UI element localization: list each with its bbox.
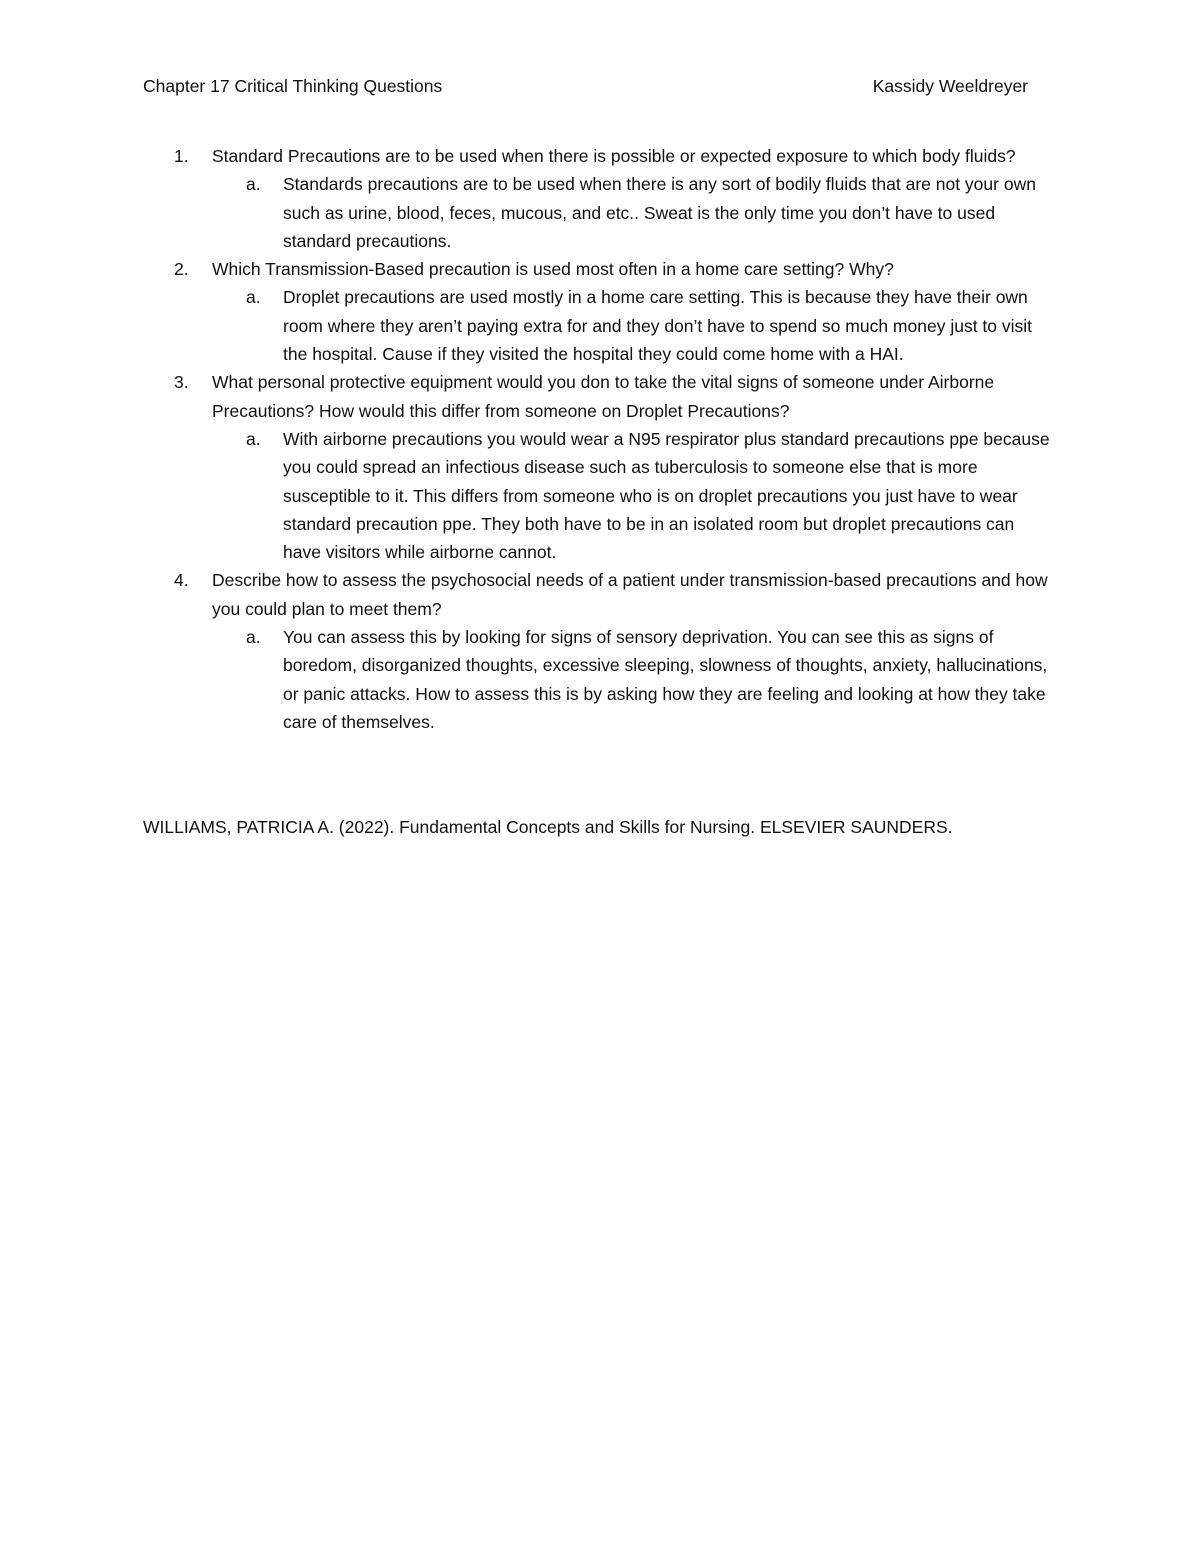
- question-number: 4.: [174, 570, 189, 591]
- answer-letter: a.: [246, 428, 261, 449]
- question-text: Which Transmission-Based precaution is used most often in a home care setting? Why?: [212, 259, 894, 280]
- answer-item: [212, 283, 1053, 368]
- question-number: 1.: [174, 146, 189, 166]
- question-text: Describe how to assess the psychosocial needs of a patient under transmission-based precautions and how you could plan to meet them?: [212, 570, 1048, 619]
- question-item: [143, 142, 1053, 255]
- question-number: 2.: [174, 259, 189, 280]
- question-item: [143, 566, 1053, 736]
- reference-citation: WILLIAMS, PATRICIA A. (2022). Fundamental Concepts and Skills for Nursing. ELSEVIER SAUNDERS.: [143, 817, 953, 837]
- question-number: 3.: [174, 372, 189, 393]
- answer-item: [212, 425, 1053, 566]
- answer-letter: a.: [246, 627, 261, 648]
- author-name: Kassidy Weeldreyer: [872, 76, 1028, 96]
- answer-item: [212, 170, 1053, 255]
- page-header: [143, 72, 1028, 100]
- answer-letter: a.: [246, 174, 261, 195]
- answer-letter: a.: [246, 287, 261, 308]
- question-text: Standard Precautions are to be used when there is possible or expected exposure to which body fluids?: [212, 146, 1016, 166]
- question-list: [143, 142, 1053, 736]
- question-item: [143, 368, 1053, 566]
- document-title: Chapter 17 Critical Thinking Questions: [143, 76, 443, 96]
- question-item: [143, 255, 1053, 368]
- answer-text: Standards precautions are to be used when there is any sort of bodily fluids that are not your own such as urine, blood, feces, mucous, and etc.. Sweat is the only time you don’t have to used standard precautions.: [283, 174, 1036, 251]
- answer-item: [212, 623, 1053, 736]
- answer-text: You can assess this by looking for signs of sensory deprivation. You can see this as signs of boredom, disorganized thoughts, excessive sleeping, slowness of thoughts, anxiety, hallucinations, or panic attacks. How to assess this is by asking how they are feeling and looking at how they take care of themselves.: [283, 627, 1048, 732]
- answer-text: Droplet precautions are used mostly in a home care setting. This is because they have their own room where they aren’t paying extra for and they don’t have to spend so much money just to visit the hospital. Cause if they visited the hospital they could come home with a HAI.: [283, 287, 1033, 365]
- answer-text: With airborne precautions you would wear a N95 respirator plus standard precautions ppe because you could spread an infectious disease such as tuberculosis to someone else that is more susceptible to it. This differs from someone who is on droplet precautions you just have to wear standard precaution ppe. They both have to be in an isolated room but droplet precautions can have visitors while airborne cannot.: [283, 428, 1050, 563]
- question-text: What personal protective equipment would you don to take the vital signs of someone under Airborne Precautions? How would this differ from someone on Droplet Precautions?: [212, 372, 995, 421]
